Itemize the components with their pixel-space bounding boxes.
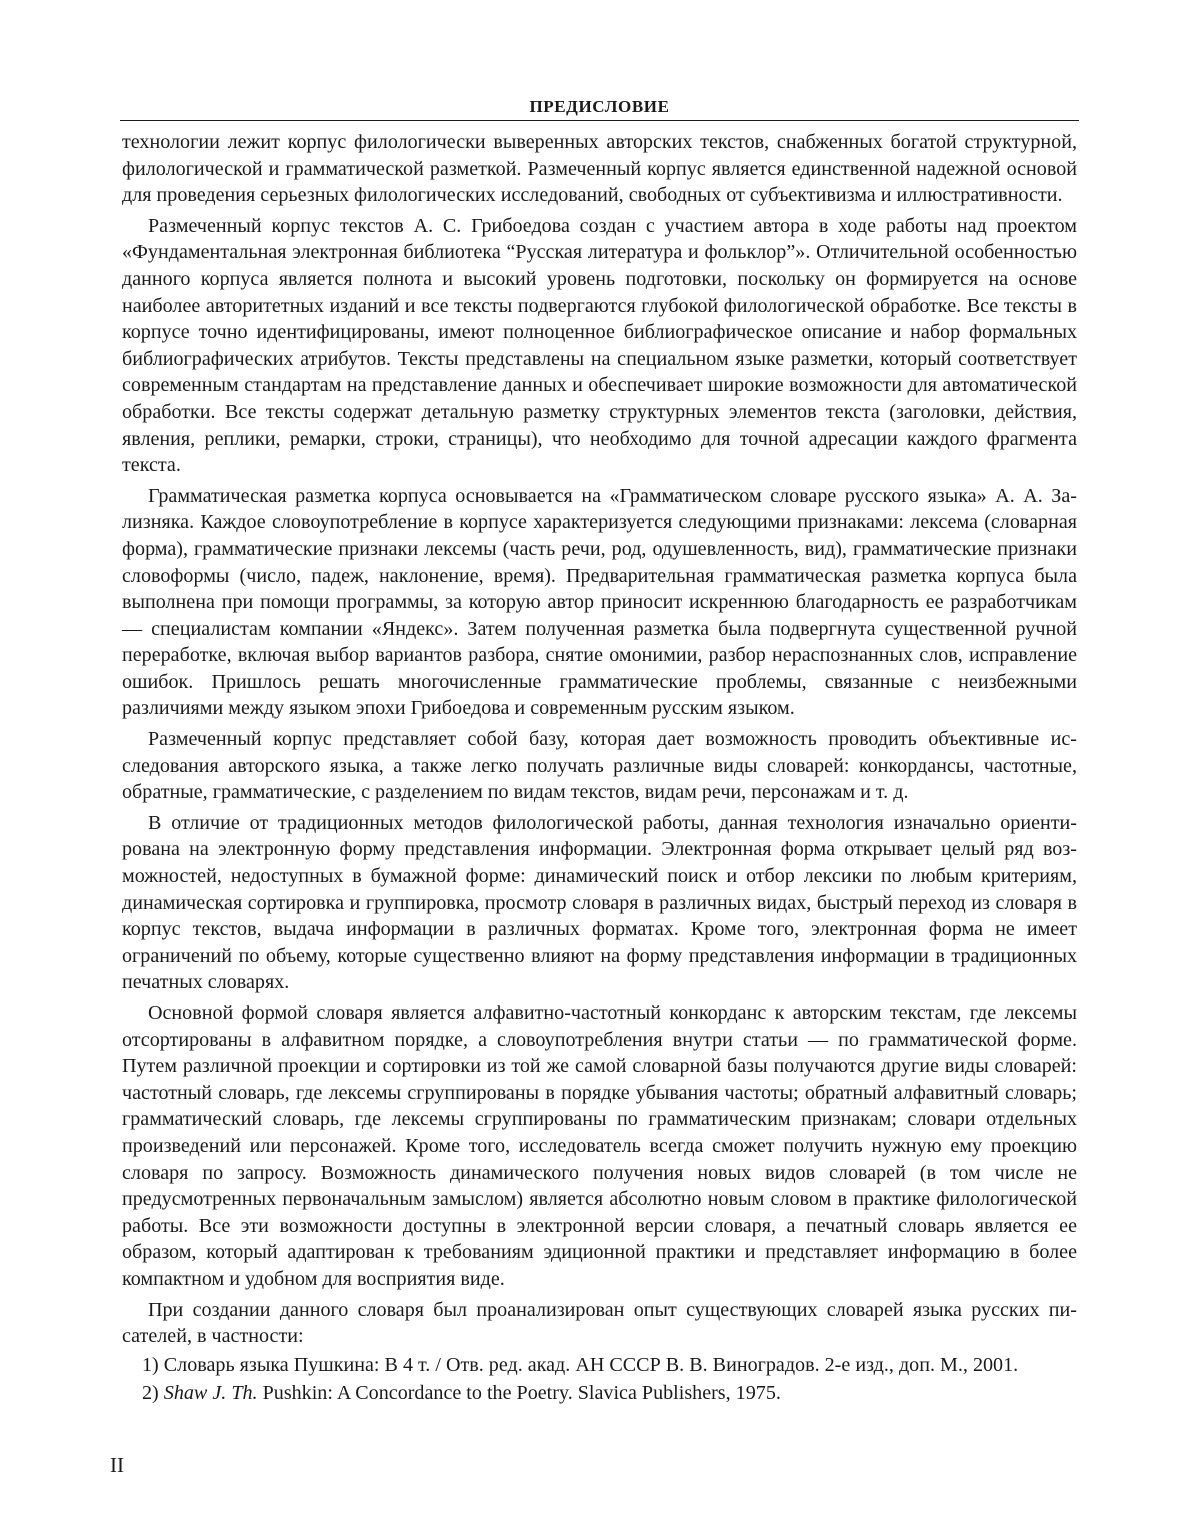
- paragraph: Размеченный корпус текстов А. С. Грибоедова создан с участием автора в ходе работы над проектом «Фундаментальная электронная библиотека “Русская литература и фольклор”». Отличительной особенностью данного корпуса является полнота и высокий уровень подготовки, поскольку он формируется на основе наиболее авторитетных изданий и все тексты подвергаются глубокой филологической обработке. Все тексты в корпусе точно идентифицированы, имеют полноценное библиографическое описание и набор формальных библиографических атрибутов. Тексты представлены на специальном языке разметки, который соответствует современным стандартам на представление данных и обеспечивает широкие возможности для автоматической обработки. Все тексты содержат детальную разметку структурных элементов текста (заголовки, действия, явления, реплики, ремарки, строки, страницы), что необходимо для точной адресации каждого фрагмента текста.: [122, 214, 1077, 477]
- reference-text: Словарь языка Пушкина: В 4 т. / Отв. ред. акад. АН СССР В. В. Виноградов. 2-е изд., доп. М., 2001.: [163, 1353, 1019, 1376]
- reference-item: [122, 1380, 1077, 1407]
- page-number: II: [110, 1453, 124, 1477]
- paragraph: В отличие от традиционных методов филологической работы, данная технология изначально ориентирована на электронную форму представления информации. Электронная форма открывает целый ряд возможностей, недоступных в бумажной форме: динамический поиск и отбор лексики по любым критериям, динамическая сортировка и группировка, просмотр словаря в различных видах, быстрый переход из словаря в корпус текстов, выдача информации в различных форматах. Кроме того, электронная форма не имеет ограничений по объему, которые существенно влияют на форму представления информации в традиционных печатных словарях.: [122, 811, 1077, 994]
- reference-item: [122, 1352, 1077, 1379]
- paragraph: технологии лежит корпус филологически выверенных авторских текстов, снабженных богатой структурной, филологической и грамматической разметкой. Размеченный корпус является единственной надежной основой для проведения серьезных филологических исследований, свободных от субъективизма и иллюстративности.: [122, 131, 1077, 207]
- reference-number: 1): [142, 1353, 159, 1376]
- paragraph: При создании данного словаря был проанализирован опыт существующих словарей языка русских писателей, в частности:: [122, 1298, 1077, 1348]
- page: [122, 96, 1077, 1407]
- paragraph: Грамматическая разметка корпуса основывается на «Грамматическом словаре русского языка» А. А. Зализняка. Каждое словоупотребление в корпусе характеризуется следующими признаками: лексема (словарная форма), грамматические признаки лексемы (часть речи, род, одушевленность, вид), грамматические признаки словоформы (число, падеж, наклонение, время). Предварительная грамматическая разметка корпуса была выполнена при помощи программы, за которую автор приносит искреннюю благодарность ее разработчикам — специалистам компании «Яндекс». Затем полученная разметка была подвергнута существенной ручной переработке, включая выбор вариантов разбора, снятие омонимии, разбор нераспознанных слов, исправление ошибок. Пришлось решать многочисленные грамматические проблемы, связанные с неизбежными различиями между языком эпохи Грибоедова и современным русским языком.: [122, 484, 1077, 720]
- reference-text: Pushkin: A Concordance to the Poetry. Slavica Publishers, 1975.: [262, 1382, 781, 1405]
- reference-author: Shaw J. Th.: [163, 1382, 258, 1405]
- paragraph: Основной формой словаря является алфавитно-частотный конкорданс к авторским текстам, где лексемы отсортированы в алфавитном порядке, а словоупотребления внутри статьи — по грамматической форме. Путем различной проекции и сортировки из той же самой словарной базы получаются другие виды словарей: частотный словарь, где лексемы сгруппированы в порядке убывания частоты; обратный алфавитный словарь; грамматический словарь, где лексемы сгруппированы по грамматическим признакам; словари отдельных произведений или персонажей. Кроме того, исследователь всегда сможет получить нужную ему проекцию словаря по запросу. Возможность динамического получения новых видов словарей (в том числе не предусмотренных первоначальным замыслом) является абсолютно новым словом в практике филологической работы. Все эти возможности доступны в электронной версии словаря, а печатный словарь является ее образом, который адаптирован к требованиям эдиционной практики и представляет информацию в более компактном и удобном для восприятия виде.: [122, 1002, 1077, 1290]
- running-header: ПРЕДИСЛОВИЕ: [120, 96, 1079, 121]
- reference-number: 2): [142, 1382, 159, 1405]
- body-text: [122, 129, 1077, 1407]
- paragraph: Размеченный корпус представляет собой базу, которая дает возможность проводить объективные исследования авторского языка, а также легко получать различные виды словарей: конкордансы, частотные, обратные, грамматические, с разделением по видам текстов, видам речи, персонажам и т. д.: [122, 728, 1077, 804]
